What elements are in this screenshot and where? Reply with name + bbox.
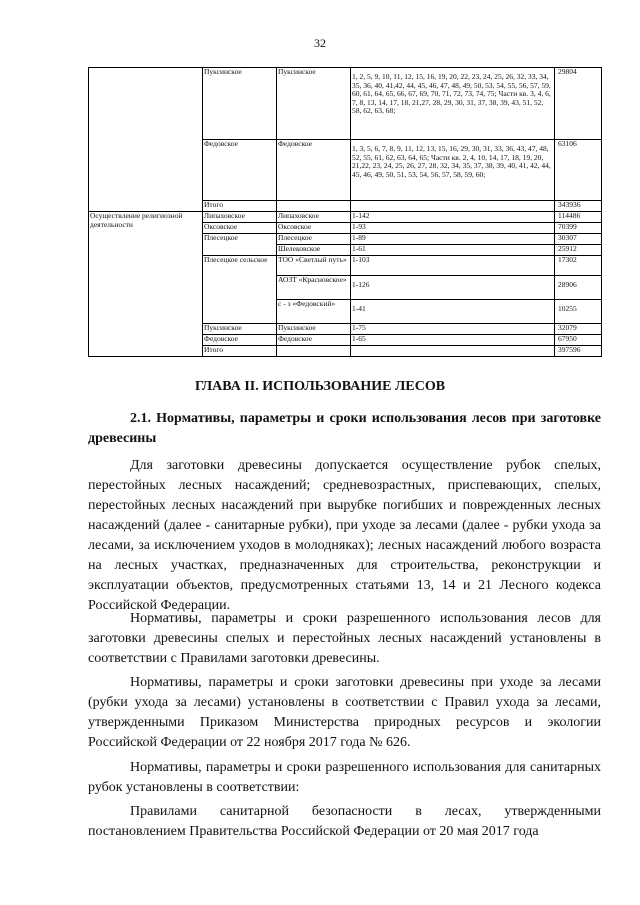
table-cell: 397596 bbox=[555, 346, 602, 357]
table-cell: 63106 bbox=[555, 140, 602, 201]
table-cell: 25912 bbox=[555, 245, 602, 256]
table-cell bbox=[89, 68, 203, 212]
table-cell: Пуксинское bbox=[277, 324, 351, 335]
table-cell: Липаховское bbox=[277, 212, 351, 223]
table-cell: 70399 bbox=[555, 223, 602, 234]
table-cell bbox=[351, 68, 555, 140]
table-cell: 29804 bbox=[555, 68, 602, 140]
table-cell: 1-93 bbox=[351, 223, 555, 234]
table-cell: ТОО «Светлый путь» bbox=[277, 256, 351, 276]
table-cell bbox=[351, 300, 555, 324]
table-cell: Плесецкое bbox=[203, 234, 277, 256]
area-value: 28906 bbox=[558, 280, 577, 289]
table-cell: АОЗТ «Красновское» bbox=[277, 276, 351, 300]
forest-use-table bbox=[88, 67, 602, 357]
paragraph: Нормативы, параметры и сроки заготовки древесины при уходе за лесами (рубки ухода за лесами) установлены в соответствии с Правил ухода за лесами, утвержденными Приказом Министерства природных ресурсов и экологии Российской Федерации от 22 ноября 2017 года № 626. bbox=[88, 675, 601, 750]
table-cell: 343936 bbox=[555, 201, 602, 212]
table-cell: Федовское bbox=[277, 140, 351, 201]
table-cell bbox=[555, 276, 602, 300]
table-cell bbox=[351, 276, 555, 300]
table-cell bbox=[277, 346, 351, 357]
table-cell: 1-65 bbox=[351, 335, 555, 346]
table-cell: 1-89 bbox=[351, 234, 555, 245]
table-cell: с - з «Федовский» bbox=[277, 300, 351, 324]
table-cell: 32079 bbox=[555, 324, 602, 335]
table-cell: Пуксинское bbox=[203, 68, 277, 140]
table-cell: Осуществление религиозной деятельности bbox=[89, 212, 203, 357]
table-cell: Плесецкое bbox=[277, 234, 351, 245]
table-cell: Шелековское bbox=[277, 245, 351, 256]
paragraph: Для заготовки древесины допускается осуществление рубок спелых, перестойных лесных насаждений; средневозрастных, приспевающих, спелых, перестойных лесных насаждений при вырубке погибших и поврежденных лесных насаждений (далее - санитарные рубки), при уходе за лесами (далее - рубки ухода за лесами, за исключением уходов в молодняках); лесных насаждений любого возраста на лесных участках, предназначенных для строительства, реконструкции и эксплуатации объектов, предусмотренных статьями 13, 14 и 21 Лесного кодекса Российской Федерации. bbox=[88, 458, 601, 613]
table-cell: Пуксинское bbox=[277, 68, 351, 140]
table-cell: 67950 bbox=[555, 335, 602, 346]
paragraph: Нормативы, параметры и сроки разрешенного использования лесов для заготовки древесины спелых и перестойных лесных насаждений установлены в соответствии с Правилами заготовки древесины. bbox=[88, 611, 601, 666]
table-cell: 1-103 bbox=[351, 256, 555, 276]
table-cell: Оксовское bbox=[277, 223, 351, 234]
quarters-text: 1, 3, 5, 6, 7, 8, 9, 11, 12, 13, 15, 16, 29, 30, 31, 33, 36, 43, 47, 48, 52, 55, 61, 62, 63, 64, 65; Части кв. 2, 4, 10, 14, 17, 18, 19, 20, 21,22, 23, 24, 25, 26, 27, 28, 32, 34, 35, 37, 38, 39, 40, 41, 42, 44, 45, 46, 49, 50, 51, 53, 54, 56, 57, 58, 59, 60; bbox=[352, 144, 551, 179]
table-cell bbox=[555, 300, 602, 324]
table-cell: Федовское bbox=[203, 335, 277, 346]
table-cell bbox=[351, 201, 555, 212]
table-cell: Итого bbox=[203, 201, 277, 212]
table-cell: 114486 bbox=[555, 212, 602, 223]
table-cell bbox=[351, 346, 555, 357]
section-title: 2.1. Нормативы, параметры и сроки использования лесов при заготовке древесины bbox=[88, 411, 601, 446]
quarters-text: 1, 2, 5, 9, 10, 11, 12, 15, 16, 19, 20, 22, 23, 24, 25, 26, 32, 33, 34, 35, 36, 40, 41,42, 44, 45, 46, 47, 48, 49, 50, 53, 54, 55, 56, 57, 59, 60, 61, 64, 65, 66, 67, 69, 70, 71, 72, 73, 74, 75; Части кв. 3, 4, 6, 7, 8, 13, 14, 17, 18, 21,27, 28, 29, 30, 31, 37, 38, 39, 43, 51, 52, 58, 62, 63, 68; bbox=[352, 72, 551, 116]
table-cell: Итого bbox=[203, 346, 277, 357]
paragraph: Правилами санитарной безопасности в лесах, утвержденными постановлением Правительства Российской Федерации от 20 мая 2017 года bbox=[88, 804, 601, 839]
table-cell: 1-142 bbox=[351, 212, 555, 223]
table-cell: 1-61 bbox=[351, 245, 555, 256]
table-cell: 1-75 bbox=[351, 324, 555, 335]
page-number: 32 bbox=[314, 36, 326, 50]
table-cell: Плесецкое сельское bbox=[203, 256, 277, 324]
table-cell: Пуксинское bbox=[203, 324, 277, 335]
table-row bbox=[89, 212, 602, 223]
table-cell: 30307 bbox=[555, 234, 602, 245]
paragraph: Нормативы, параметры и сроки разрешенного использования для санитарных рубок установлены в соответствии: bbox=[88, 760, 601, 795]
chapter-title: ГЛАВА II. ИСПОЛЬЗОВАНИЕ ЛЕСОВ bbox=[194, 379, 446, 394]
quarters-text: 1-41 bbox=[352, 304, 366, 313]
table-cell bbox=[277, 201, 351, 212]
quarters-text: 1-126 bbox=[352, 280, 370, 289]
table-cell: Федовское bbox=[277, 335, 351, 346]
table-cell: Оксовское bbox=[203, 223, 277, 234]
table-cell: Федовское bbox=[203, 140, 277, 201]
area-value: 10255 bbox=[558, 304, 577, 313]
table-cell: Липаховское bbox=[203, 212, 277, 223]
table-row bbox=[89, 68, 602, 140]
table-cell: 17302 bbox=[555, 256, 602, 276]
table-cell bbox=[351, 140, 555, 201]
